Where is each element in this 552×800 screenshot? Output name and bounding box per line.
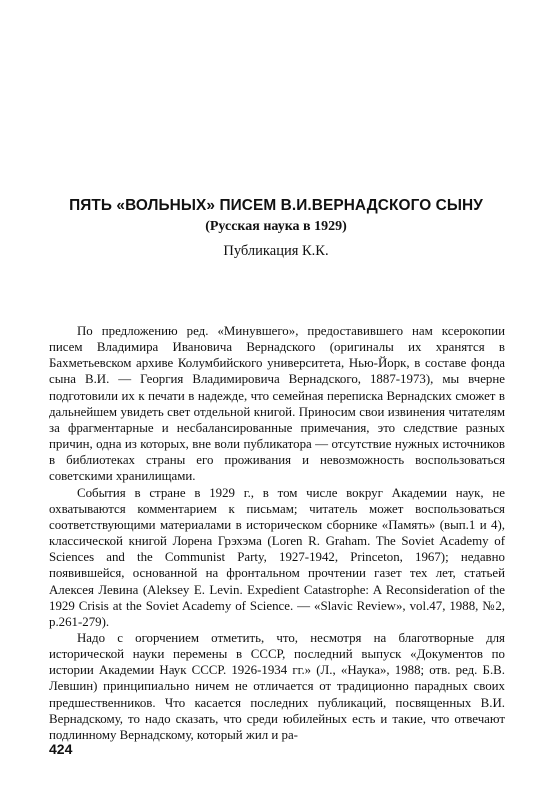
- document-subtitle: (Русская наука в 1929): [205, 219, 347, 234]
- paragraph: По предложению ред. «Минувшего», предоставившего нам ксерокопии писем Владимира Ивановича Вернадского (оригиналы их хранятся в Бахметьевском архиве Колумбийского университета, Нью-Йорк, в составе фонда сына В.И. — Георгия Владимировича Вернадского, 1887-1973), мы вчерне подготовили их к печати в надежде, что семейная переписка Вернадских сможет в дальнейшем увидеть свет отдельной книгой. Приносим свои извинения читателям за фрагментарные и несбалансированные примечания, это следствие разных причин, одна из которых, вне воли публикатора — отсутствие нужных источников в библиотеках страны его проживания и невозможность воспользоваться советскими хранилищами.: [49, 324, 505, 484]
- publication-credit: Публикация К.К.: [223, 243, 329, 259]
- document-title: ПЯТЬ «ВОЛЬНЫХ» ПИСЕМ В.И.ВЕРНАДСКОГО СЫНУ: [69, 197, 483, 214]
- body-text: [49, 323, 505, 743]
- paragraph: Надо с огорчением отметить, что, несмотря на благотворные для исторической науки перемены в СССР, последний выпуск «Документов по истории Академии Наук СССР. 1926-1934 гг.» (Л., «Наука», 1988; отв. ред. Б.В. Левшин) принципиально ничем не отличается от традиционно парадных своих предшественников. Что касается последних публикаций, посвященных В.И. Вернадскому, то надо сказать, что среди юбилейных есть и такие, что отвечают подлинному Вернадскому, который жил и ра-: [49, 630, 505, 742]
- paragraph: События в стране в 1929 г., в том числе вокруг Академии наук, не охватываются комментарием к письмам; читатель может воспользоваться соответствующими материалами в историческом сборнике «Память» (вып.1 и 4), классической книгой Лорена Грэхэма (Loren R. Graham. The Soviet Academy of Sciences and the Communist Party, 1927-1942, Princeton, 1967); недавно появившейся, основанной на фронтальном прочтении газет тех лет, статьей Алексея Левина (Aleksey E. Levin. Expedient Catastrophe: A Reconsideration of the 1929 Crisis at the Soviet Academy of Science. — «Slavic Review», vol.47, 1988, №2, p.261-279).: [49, 485, 505, 629]
- page-number: 424: [49, 741, 73, 757]
